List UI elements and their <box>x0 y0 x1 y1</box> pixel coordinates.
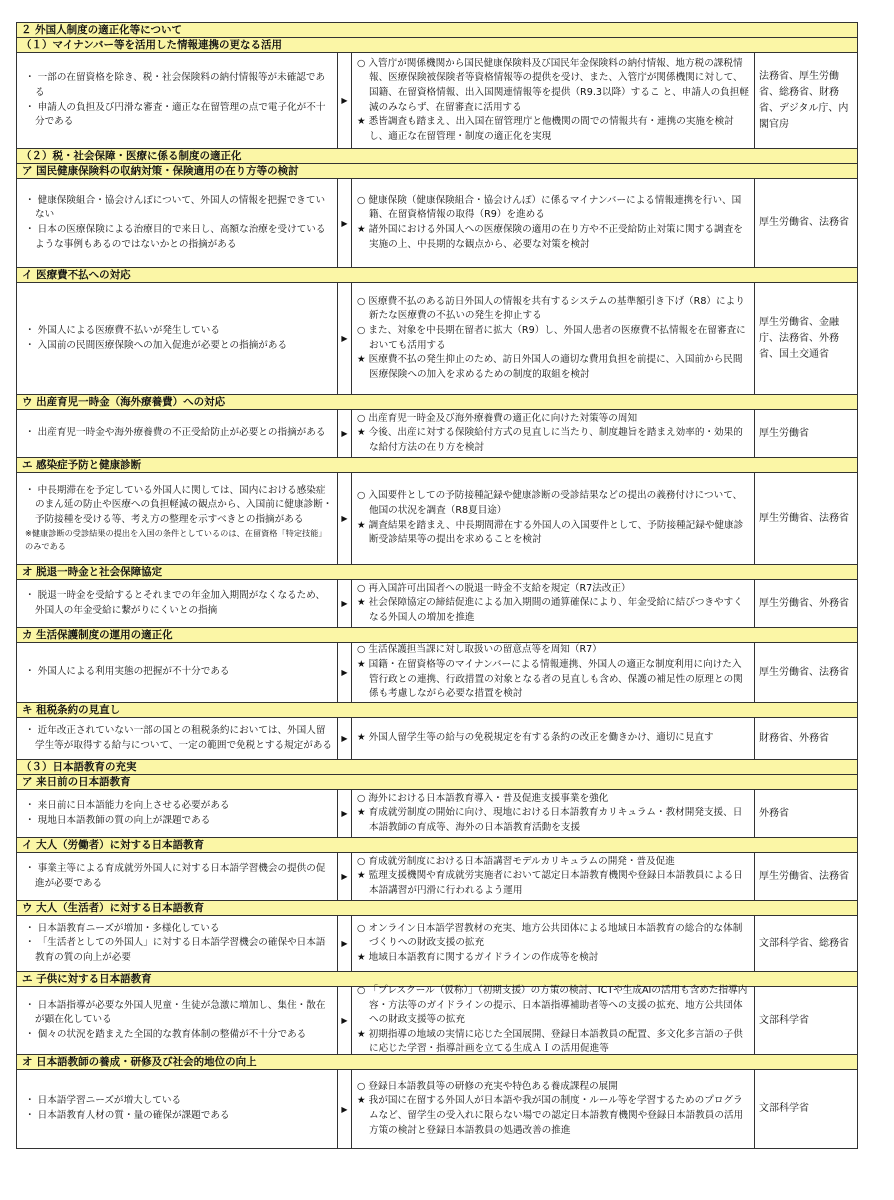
measures-cell <box>352 473 755 564</box>
subsection-header: ウ 出産育児一時金（海外療養費）への対応 <box>17 395 857 410</box>
issue-item: ・ 日本語学習ニーズが増大している <box>25 1095 182 1107</box>
ministries-cell: 厚生労働省、金融庁、法務省、外務省、国土交通省 <box>759 316 839 360</box>
measure-item: ○ オンライン日本語学習教材の充実、地方公共団体による地域日本語教育の総合的な体制づくりへの財政支援の拡充 <box>357 922 743 949</box>
section-header: （３）日本語教育の充実 <box>17 760 857 775</box>
issues-cell <box>17 916 338 971</box>
issues-cell <box>17 53 338 148</box>
measure-item: ★ 育成就労制度の開始に向け、現地における日本語教育カリキュラム・教材開発支援、日本語教師の育成等、海外の日本語教育活動を支援 <box>357 807 743 833</box>
measure-item: ★ 社会保障協定の締結促進による加入期間の通算確保により、年金受給に結びつきやすくなる外国人の増加を推進 <box>357 597 743 623</box>
measure-item: ★ 外国人留学生等の給与の免税規定を有する条約の改正を働きかけ、適切に見直す <box>357 732 714 744</box>
arrow-icon: ▶ <box>338 1070 352 1148</box>
issue-item: ・ 外国人による医療費不払いが発生している <box>25 324 220 336</box>
issue-item: ・ 脱退一時金を受給するとそれまでの年金加入期間がなくなるため、外国人の年金受給に繋がりにくいとの指摘 <box>25 589 326 616</box>
issue-item: ・ 申請人の負担及び円滑な審査・適正な在留管理の点で電子化が不十分である <box>25 101 326 128</box>
table-row <box>17 580 857 628</box>
issues-cell <box>17 410 338 457</box>
measures-cell <box>352 643 755 702</box>
measure-item: ★ 初期指導の地域の実情に応じた全国展開、登録日本語教員の配置、多文化多言語の子供に応じた学習・指導計画を立てる生成ＡＩの活用促進等 <box>357 1028 743 1055</box>
issues-cell <box>17 179 338 267</box>
ministries-cell: 財務省、外務省 <box>759 732 829 744</box>
measure-item: ★ 国籍・在留資格等のマイナンバーによる情報連携、外国人の適正な制度利用に向けた入管行政との連携、行政措置の対象となる者の見直しも含め、保護の補足性の原理との関係も考慮しながら必要な措置を検討 <box>357 658 743 700</box>
measure-item: ★ 医療費不払の発生抑止のため、訪日外国人の適切な費用負担を前提に、入国前から民間医療保険への加入を求めるための制度的取組を検討 <box>357 354 743 380</box>
subsection-header: エ 感染症予防と健康診断 <box>17 458 857 473</box>
measures-cell <box>352 790 755 837</box>
issue-item: ・ 近年改正されていない一部の国との租税条約においては、外国人留学生等が取得する給与について、一定の範囲で免税とする規定がある <box>25 724 333 751</box>
issue-item: ・ 日本語教育ニーズが増加・多様化している <box>25 922 220 934</box>
ministries-cell: 厚生労働省、法務省 <box>759 512 849 524</box>
arrow-icon: ▶ <box>338 283 352 394</box>
subsection-header: イ 大人（労働者）に対する日本語教育 <box>17 838 857 853</box>
measure-item: ○ また、対象を中長期在留者に拡大（R9）し、外国人患者の医療費不払情報を在留審査においても活用する <box>357 324 746 351</box>
issue-item: ・ 健康保険組合・協会けんぽについて、外国人の情報を把握できていない <box>25 194 326 221</box>
table-row <box>17 643 857 703</box>
measures-cell <box>352 1070 755 1148</box>
issue-item: ・ 一部の在留資格を除き、税・社会保険料の納付情報等が未確認である <box>25 72 326 98</box>
measure-item: ★ 地域日本語教育に関するガイドラインの作成等を検討 <box>357 951 599 963</box>
arrow-icon: ▶ <box>338 580 352 627</box>
issue-item: ・ 中長期滞在を予定している外国人に関しては、国内における感染症のまん延の防止や医療への負担軽減の観点から、入国前に健康診断・予防接種を受ける等、考え方の整理を示すべきとの指摘がある <box>25 484 333 525</box>
measure-item: ★ 今後、出産に対する保険給付方式の見直しに当たり、制度趣旨を踏まえ効率的・効果的な給付方法の在り方を検討 <box>357 427 743 453</box>
ministries-cell: 厚生労働省、法務省 <box>759 217 849 228</box>
measures-cell <box>352 410 755 457</box>
subsection-header: オ 脱退一時金と社会保障協定 <box>17 565 857 580</box>
table-row <box>17 53 857 149</box>
table-row <box>17 410 857 458</box>
measure-item: ○ 登録日本語教員等の研修の充実や特色ある養成課程の展開 <box>357 1080 618 1092</box>
issue-item: ・ 個々の状況を踏まえた全国的な教育体制の整備が不十分である <box>25 1028 307 1040</box>
issues-cell <box>17 853 338 900</box>
measures-cell <box>352 53 755 148</box>
measure-item: ○ 入管庁が関係機関から国民健康保険料及び国民年金保険料の納付情報、地方税の課税情報、医療保険被保険者等資格情報等の提供を受け、また、入管庁が関係機関に対して、国籍、在留資格情報、出入国関連情報等を提供（R9.3以降）するこ と、申請人の負担軽減のみならず、在留審査に活用する <box>357 57 749 113</box>
table-body <box>17 38 857 1148</box>
measure-item: ★ 監理支援機関や育成就労実施者において認定日本語教育機関や登録日本語教員による日本語講習が円滑に行われるよう運用 <box>357 870 743 896</box>
subsection-header: キ 租税条約の見直し <box>17 703 857 718</box>
measures-cell <box>352 179 755 267</box>
ministries-cell: 外務省 <box>759 807 789 819</box>
subsection-header: エ 子供に対する日本語教育 <box>17 972 857 987</box>
ministries-cell: 厚生労働省、法務省 <box>759 870 849 882</box>
issue-item: ・ 現地日本語教師の質の向上が課題である <box>25 814 211 826</box>
table-row <box>17 283 857 395</box>
policy-table <box>16 22 858 1149</box>
table-row <box>17 853 857 901</box>
arrow-icon: ▶ <box>338 987 352 1054</box>
measure-item: ○ 入国要件としての予防接種記録や健康診断の受診結果などの提出の義務付けについて、他国の状況を調査（R8夏目途） <box>357 490 743 516</box>
measure-item: ○ 育成就労制度における日本語講習モデルカリキュラムの開発・普及促進 <box>357 855 675 867</box>
issues-cell <box>17 1070 338 1148</box>
issues-cell <box>17 643 338 702</box>
subsection-header: オ 日本語教師の養成・研修及び社会的地位の向上 <box>17 1055 857 1070</box>
measure-item: ★ 諸外国における外国人への医療保険の適用の在り方や不正受給防止対策に関する調査を実施の上、中長期的な観点から、必要な対策を検討 <box>357 224 743 250</box>
measures-cell <box>352 580 755 627</box>
table-title: ２ 外国人制度の適正化等について <box>17 23 857 38</box>
issue-item: ・ 来日前に日本語能力を向上させる必要がある <box>25 799 230 811</box>
measures-cell <box>352 987 755 1054</box>
section-header: （１）マイナンバー等を活用した情報連携の更なる活用 <box>17 38 857 53</box>
measures-cell <box>352 718 755 759</box>
ministries-cell: 文部科学省 <box>759 1014 809 1026</box>
measure-item: ★ 悉皆調査も踏まえ、出入国在留管理庁と他機関の間での情報共有・連携の実施を検討し、適正な在留管理・制度の適正化を実現 <box>357 116 734 142</box>
arrow-icon: ▶ <box>338 53 352 148</box>
ministries-cell: 文部科学省 <box>759 1103 809 1114</box>
arrow-icon: ▶ <box>338 473 352 564</box>
ministries-cell: 厚生労働省、法務省 <box>759 666 849 678</box>
arrow-icon: ▶ <box>338 179 352 267</box>
arrow-icon: ▶ <box>338 718 352 759</box>
ministries-cell: 法務省、厚生労働省、総務省、財務省、デジタル庁、内閣官房 <box>759 70 849 130</box>
measure-item: ★ 我が国に在留する外国人が日本語や我が国の制度・ルール等を学習するためのプログラムなど、留学生の受入れに限らない場での認定日本語教育機関や登録日本語教員の活用方策の検討と登録日本語教員の処遇改善の推進 <box>357 1095 744 1136</box>
table-row <box>17 179 857 268</box>
issues-cell <box>17 790 338 837</box>
issue-item: ・ 日本の医療保険による治療目的で来日し、高額な治療を受けているような事例もあるのではないかとの指摘がある <box>25 224 326 250</box>
measure-item: ○ 生活保護担当課に対し取扱いの留意点等を周知（R7） <box>357 644 602 656</box>
arrow-icon: ▶ <box>338 916 352 971</box>
issue-item: ・ 事業主等による育成就労外国人に対する日本語学習機会の提供の促進が必要である <box>25 862 326 889</box>
table-row <box>17 473 857 565</box>
ministries-cell: 文部科学省、総務省 <box>759 937 849 949</box>
issue-item: ・ 「生活者としての外国人」に対する日本語学習機会の確保や日本語教育の質の向上が必要 <box>25 937 326 963</box>
arrow-icon: ▶ <box>338 790 352 837</box>
issue-item: ・ 出産育児一時金や海外療養費の不正受給防止が必要との指摘がある <box>25 427 326 439</box>
issues-cell <box>17 580 338 627</box>
subsection-header: ウ 大人（生活者）に対する日本語教育 <box>17 901 857 916</box>
measure-item: ○ 再入国許可出国者への脱退一時金不支給を規定（R7法改正） <box>357 582 631 594</box>
table-row <box>17 1070 857 1148</box>
issues-cell <box>17 473 338 564</box>
issues-cell <box>17 987 338 1054</box>
subsection-header: ア 来日前の日本語教育 <box>17 775 857 790</box>
section-header: （２）税・社会保障・医療に係る制度の適正化 <box>17 149 857 164</box>
measures-cell <box>352 283 755 394</box>
measure-item: ○ 海外における日本語教育導入・普及促進支援事業を強化 <box>357 792 609 804</box>
measure-item: ○ 医療費不払のある訪日外国人の情報を共有するシステムの基準額引き下げ（R8）により新たな医療費の不払いの発生を抑止する <box>357 295 745 322</box>
arrow-icon: ▶ <box>338 643 352 702</box>
issues-cell <box>17 718 338 759</box>
measure-item: ○ 出産育児一時金及び海外療養費の適正化に向けた対策等の周知 <box>357 412 638 424</box>
arrow-icon: ▶ <box>338 410 352 457</box>
measure-item: ○ 「プレスクール（仮称）」（初期支援）の方策の検討、ICTや生成AIの活用も含めた指導内容・方法等のガイドラインの提示、日本語指導補助者等への支援の拡充、地方公共団体への財政支援等の拡充 <box>357 985 748 1026</box>
measure-item: ★ 調査結果を踏まえ、中長期間滞在する外国人の入国要件として、予防接種記録や健康診断受診結果等の提出を求めることを検討 <box>357 519 744 546</box>
table-row <box>17 718 857 760</box>
issue-item: ・ 入国前の民間医療保険への加入促進が必要との指摘がある <box>25 339 288 351</box>
issue-item: ・ 外国人による利用実態の把握が不十分である <box>25 666 230 678</box>
subsection-header: イ 医療費不払への対応 <box>17 268 857 283</box>
arrow-icon: ▶ <box>338 853 352 900</box>
measures-cell <box>352 853 755 900</box>
issue-item: ・ 日本語教育人材の質・量の確保が課題である <box>25 1110 230 1121</box>
ministries-cell: 厚生労働省、外務省 <box>759 597 849 609</box>
subsection-header: ア 国民健康保険料の収納対策・保険適用の在り方等の検討 <box>17 164 857 179</box>
ministries-cell: 厚生労働省 <box>759 427 809 439</box>
issue-item: ・ 日本語指導が必要な外国人児童・生徒が急激に増加し、集住・散在が顕在化している <box>25 999 326 1026</box>
measure-item: ○ 健康保険（健康保険組合・協会けんぽ）に係るマイナンバーによる情報連携を行い、国籍、在留資格情報の取得（R9）を進める <box>357 194 742 221</box>
subsection-header: カ 生活保護制度の運用の適正化 <box>17 628 857 643</box>
table-row <box>17 790 857 838</box>
issues-cell <box>17 283 338 394</box>
measures-cell <box>352 916 755 971</box>
table-row <box>17 987 857 1055</box>
table-row <box>17 916 857 972</box>
issue-note: ※健康診断の受診結果の提出を入国の条件としているのは、在留資格「特定技能」のみである <box>25 528 327 552</box>
